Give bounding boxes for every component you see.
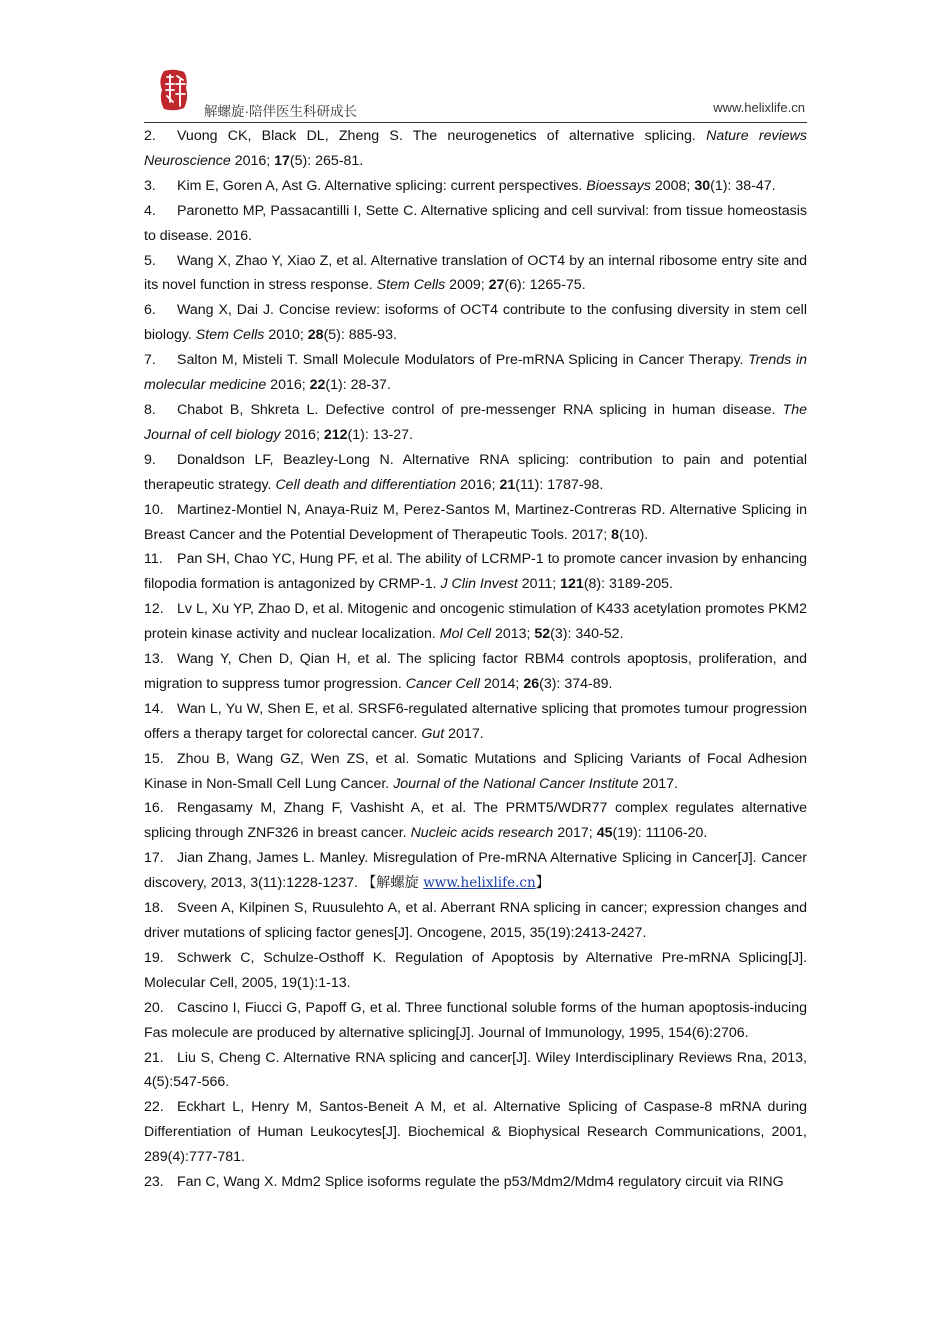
reference-item: 21. Liu S, Cheng C. Alternative RNA splicing and cancer[J]. Wiley Interdisciplinary Reviews Rna, 2013, 4(5):547-566.	[144, 1049, 807, 1091]
reference-item: 17. Jian Zhang, James L. Manley. Misregulation of Pre-mRNA Alternative Splicing in Cancer[J]. Cancer discovery, 2013, 3(11):1228-1237. 【解螺旋 www.helixlife.cn】	[144, 850, 807, 892]
reference-item: 6. Wang X, Dai J. Concise review: isoforms of OCT4 contribute to the confusing diversity in stem cell biology. Stem Cells 2010; 28(5): 885-93.	[144, 302, 807, 344]
reference-item: 16. Rengasamy M, Zhang F, Vashisht A, et al. The PRMT5/WDR77 complex regulates alternative splicing through ZNF326 in breast cancer. Nucleic acids research 2017; 45(19): 11106-20.	[144, 800, 807, 842]
reference-item: 12. Lv L, Xu YP, Zhao D, et al. Mitogenic and oncogenic stimulation of K433 acetylation promotes PKM2 protein kinase activity and nuclear localization. Mol Cell 2013; 52(3): 340-52.	[144, 601, 807, 643]
reference-item: 2. Vuong CK, Black DL, Zheng S. The neurogenetics of alternative splicing. Nature reviews Neuroscience 2016; 17(5): 265-81.	[144, 128, 807, 169]
reference-item: 20. Cascino I, Fiucci G, Papoff G, et al. Three functional soluble forms of the human apoptosis-inducing Fas molecule are produced by alternative splicing[J]. Journal of Immunology, 1995, 154(6):2706.	[144, 999, 807, 1041]
reference-item: 7. Salton M, Misteli T. Small Molecule Modulators of Pre-mRNA Splicing in Cancer Therapy. Trends in molecular medicine 2016; 22(1): 28-37.	[144, 352, 807, 394]
reference-item: 11. Pan SH, Chao YC, Hung PF, et al. The ability of LCRMP-1 to promote cancer invasion by enhancing filopodia formation is antagonized by CRMP-1. J Clin Invest 2011; 121(8): 3189-205.	[144, 551, 807, 593]
reference-item: 18. Sveen A, Kilpinen S, Ruusulehto A, et al. Aberrant RNA splicing in cancer; expression changes and driver mutations of splicing factor genes[J]. Oncogene, 2015, 35(19):2413-2427.	[144, 900, 807, 941]
reference-item: 14. Wan L, Yu W, Shen E, et al. SRSF6-regulated alternative splicing that promotes tumour progression offers a therapy target for colorectal cancer. Gut 2017.	[144, 700, 807, 742]
header-tagline: 解螺旋·陪伴医生科研成长	[204, 104, 357, 119]
page-header	[144, 66, 807, 123]
reference-item: 4. Paronetto MP, Passacantilli I, Sette C. Alternative splicing and cell survival: from tissue homeostasis to disease. 2016.	[144, 202, 807, 244]
reference-item: 19. Schwerk C, Schulze-Osthoff K. Regulation of Apoptosis by Alternative Pre-mRNA Splicing[J]. Molecular Cell, 2005, 19(1):1-13.	[144, 949, 807, 991]
reference-item: 9. Donaldson LF, Beazley-Long N. Alternative RNA splicing: contribution to pain and potential therapeutic strategy. Cell death and differentiation 2016; 21(11): 1787-98.	[144, 451, 807, 493]
helixlife-logo	[156, 68, 192, 112]
reference-item: 15. Zhou B, Wang GZ, Wen ZS, et al. Somatic Mutations and Splicing Variants of Focal Adhesion Kinase in Non-Small Cell Lung Cancer. Journal of the National Cancer Institute 2017.	[144, 750, 807, 792]
reference-item: 3. Kim E, Goren A, Ast G. Alternative splicing: current perspectives. Bioessays 2008; 30(1): 38-47.	[144, 177, 776, 194]
reference-item: 13. Wang Y, Chen D, Qian H, et al. The splicing factor RBM4 controls apoptosis, proliferation, and migration to suppress tumor progression. Cancer Cell 2014; 26(3): 374-89.	[144, 651, 807, 692]
reference-list	[144, 124, 807, 1195]
reference-item: 5. Wang X, Zhao Y, Xiao Z, et al. Alternative translation of OCT4 by an internal ribosome entry site and its novel function in stress response. Stem Cells 2009; 27(6): 1265-75.	[144, 252, 807, 294]
reference-item: 23. Fan C, Wang X. Mdm2 Splice isoforms regulate the p53/Mdm2/Mdm4 regulatory circuit via RING	[144, 1174, 784, 1191]
header-site-url[interactable]: www.helixlife.cn	[713, 100, 805, 115]
helixlife-link[interactable]: www.helixlife.cn	[423, 875, 536, 892]
reference-item: 8. Chabot B, Shkreta L. Defective control of pre-messenger RNA splicing in human disease. The Journal of cell biology 2016; 212(1): 13-27.	[144, 401, 807, 443]
reference-item: 22. Eckhart L, Henry M, Santos-Beneit A M, et al. Alternative Splicing of Caspase-8 mRNA during Differentiation of Human Leukocytes[J]. Biochemical & Biophysical Research Communications, 2001, 289(4):777-781.	[144, 1099, 807, 1166]
reference-item: 10. Martinez-Montiel N, Anaya-Ruiz M, Perez-Santos M, Martinez-Contreras RD. Alternative Splicing in Breast Cancer and the Potential Development of Therapeutic Tools. 2017; 8(10).	[144, 501, 807, 543]
